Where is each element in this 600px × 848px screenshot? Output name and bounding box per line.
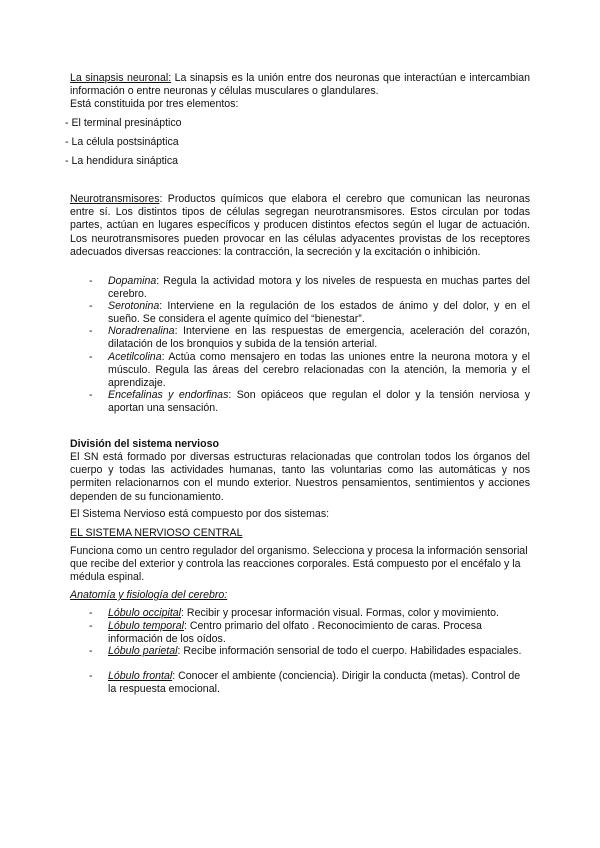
neuro-term: Acetilcolina	[108, 351, 162, 363]
lobe-term: Lóbulo occipital	[108, 607, 182, 619]
neuro-text: : Productos químicos que elabora el cerebro que comunican las neuronas entre sí. Los distintos tipos de células segregan neurotransmisores. Estos circulan por todas partes, actúan en lugares específicos y producen distintos efectos según el lugar de actuación. Los neurotransmisores pueden provocar en las células adyacentes provistas de los receptores adecuados diversas reacciones: la contracción, la secreción y la excitación o inhibición.	[70, 193, 530, 258]
list-dash: -	[89, 670, 93, 682]
list-dash: -	[89, 607, 93, 619]
division-text: El SN está formado por diversas estructuras relacionadas que controlan todos los órganos del cuerpo y todas las actividades humanas, tanto las voluntarias como las automáticas y nos permiten relacionarnos con el mundo exterior. Nuestros pensamientos, sentimientos y acciones dependen de su funcionamiento.	[70, 451, 530, 503]
list-dash: -	[89, 300, 93, 312]
neuro-desc: : Actúa como mensajero en todas las uniones entre la neurona motora y el músculo. Regula las áreas del cerebro relacionadas con la atención, la memoria y el aprendizaje.	[108, 351, 530, 390]
lobe-item	[108, 620, 530, 646]
neuro-item	[108, 325, 530, 351]
lobe-term: Lóbulo parietal	[108, 645, 178, 657]
synapse-intro: Está constituida por tres elementos:	[70, 98, 239, 110]
synapse-item: - La célula postsináptica	[65, 136, 179, 148]
neuro-item	[108, 300, 530, 326]
neuro-desc: : Interviene en las respuestas de emergencia, aceleración del corazón, dilatación de los bronquios y subida de la tensión arterial.	[108, 325, 530, 351]
list-dash: -	[89, 325, 93, 337]
neuro-item	[108, 275, 530, 301]
synapse-item: - El terminal presináptico	[65, 117, 182, 129]
neuro-heading: Neurotransmisores	[70, 193, 160, 205]
neuro-term: Dopamina	[108, 275, 157, 287]
list-dash: -	[89, 351, 93, 363]
list-dash: -	[89, 620, 93, 632]
neuro-term: Serotonina	[108, 300, 160, 312]
synapse-text: La sinapsis es la unión entre dos neuronas que interactúan e intercambian información o entre neuronas y células musculares o glandulares.	[70, 72, 530, 98]
lobe-desc: : Centro primario del olfato . Reconocimiento de caras. Procesa información de los oídos.	[108, 620, 482, 646]
lobe-term: Lóbulo temporal	[108, 620, 184, 632]
lobe-item	[108, 670, 530, 696]
neuro-desc: : Interviene en la regulación de los estados de ánimo y del dolor, y en el sueño. Se considera el agente químico del “bienestar”.	[108, 300, 530, 326]
lobe-item	[108, 645, 530, 658]
neuro-term: Encefalinas y endorfinas	[108, 389, 229, 401]
synapse-heading: La sinapsis neuronal:	[70, 72, 172, 84]
neuro-item	[108, 351, 530, 391]
lobe-term: Lóbulo frontal	[108, 670, 173, 682]
lobe-desc: : Recibe información sensorial de todo el cuerpo. Habilidades espaciales.	[177, 645, 522, 657]
list-dash: -	[89, 645, 93, 657]
division-heading: División del sistema nervioso	[70, 438, 219, 450]
neuro-term: Noradrenalina	[108, 325, 175, 337]
neuro-desc: : Regula la actividad motora y los niveles de respuesta en muchas partes del cerebro.	[108, 275, 530, 301]
division-text-2: El Sistema Nervioso está compuesto por dos sistemas:	[70, 508, 330, 520]
list-dash: -	[89, 275, 93, 287]
neuro-desc: : Son opiáceos que regulan el dolor y la tensión nerviosa y aportan una sensación.	[108, 389, 530, 415]
synapse-paragraph	[70, 72, 530, 98]
lobe-item	[108, 607, 530, 620]
snc-heading: EL SISTEMA NERVIOSO CENTRAL	[70, 527, 243, 539]
list-dash: -	[89, 389, 93, 401]
anatomy-heading: Anatomía y fisiología del cerebro:	[70, 589, 228, 601]
neuro-paragraph	[70, 193, 530, 259]
snc-text: Funciona como un centro regulador del organismo. Selecciona y procesa la información sensorial que recibe del exterior y controla las reacciones corporales. Está compuesto por el encéfalo y la médula espinal.	[70, 545, 528, 584]
neuro-item	[108, 389, 530, 415]
lobe-desc: : Conocer el ambiente (conciencia). Dirigir la conducta (metas). Control de la respuesta emocional.	[108, 670, 521, 696]
synapse-item: - La hendidura sináptica	[65, 155, 179, 167]
lobe-desc: : Recibir y procesar información visual. Formas, color y movimiento.	[181, 607, 499, 619]
